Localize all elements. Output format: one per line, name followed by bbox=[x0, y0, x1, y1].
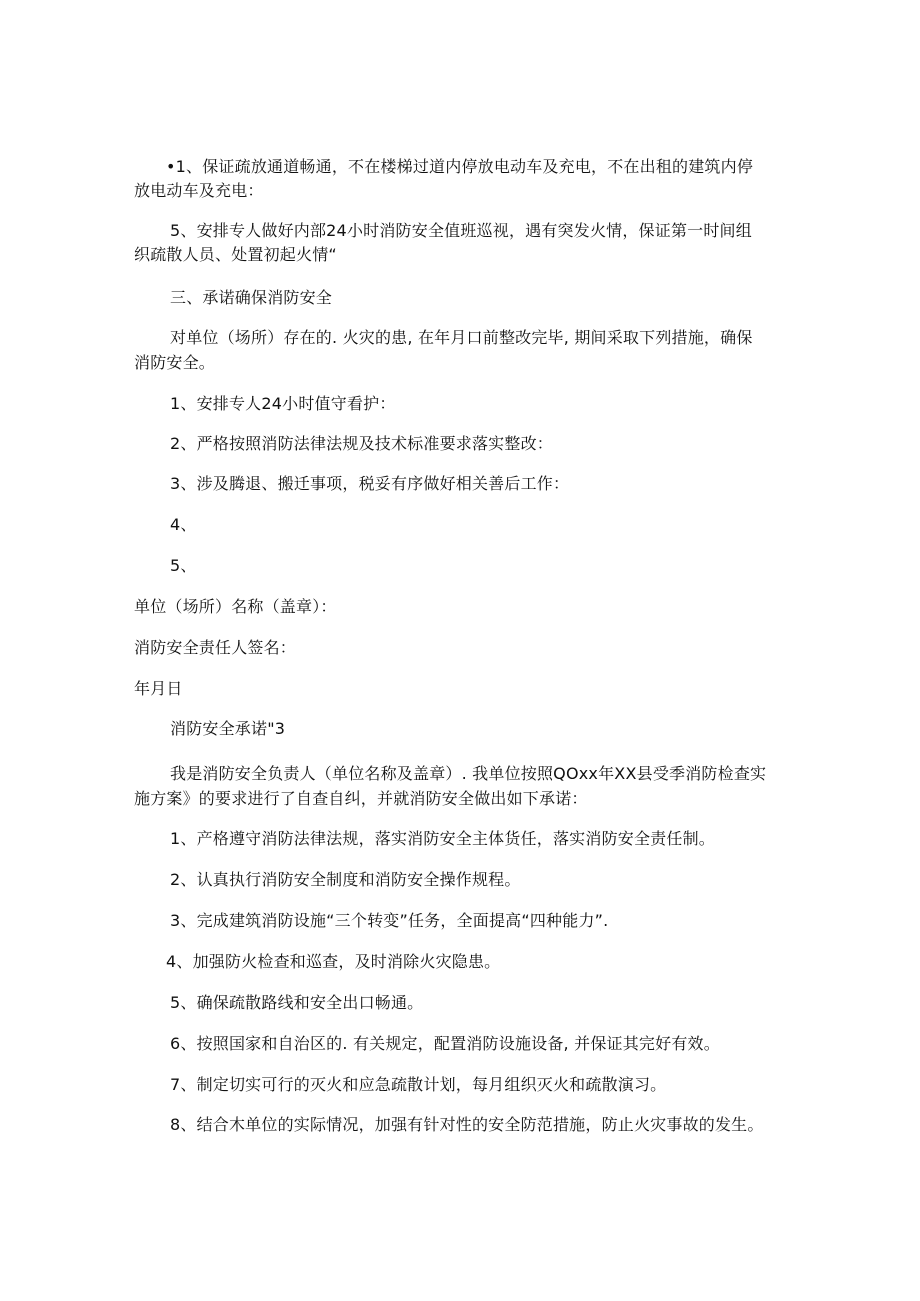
list-item: 3、涉及腾退、搬迁事项，税妥有序做好相关善后工作： bbox=[170, 474, 570, 493]
list-item: 5、确保疏散路线和安全出口畅通。 bbox=[170, 993, 424, 1012]
document-title: 消防安全承诺"3 bbox=[170, 719, 286, 738]
paragraph-item5-line2: 织疏散人员、处置初起火情“ bbox=[134, 245, 337, 264]
paragraph-commit-intro-line2: 施方案》的要求进行了自查自纠，并就消防安全做出如下承诺： bbox=[134, 789, 588, 808]
list-item: 1、安排专人24小时值守看护： bbox=[170, 394, 396, 413]
list-item: 3、完成建筑消防设施“三个转变”任务，全面提高“四种能力”. bbox=[170, 911, 609, 930]
person-sign-label: 消防安全责任人签名： bbox=[134, 638, 297, 657]
paragraph-item5-line1: 5、安排专人做好内部24小时消防安全值班巡视，遇有突发火情，保证第一时间组 bbox=[170, 221, 752, 240]
paragraph-commit-intro-line1: 我是消防安全负责人（单位名称及盖章）. 我单位按照QOxx年XX县受季消防检查实 bbox=[170, 764, 767, 783]
list-item: 2、认真执行消防安全制度和消防安全操作规程。 bbox=[170, 870, 521, 889]
list-item: 4、加强防火检查和巡查，及时消除火灾隐患。 bbox=[166, 952, 501, 971]
paragraph-intro-line2: 消防安全。 bbox=[134, 353, 216, 372]
paragraph-intro-line1: 对单位（场所）存在的. 火灾的患, 在年月口前整改完毕, 期间采取下列措施，确保 bbox=[170, 328, 753, 347]
list-item: 4、 bbox=[170, 515, 197, 534]
unit-name-label: 单位（场所）名称（盖章）： bbox=[134, 597, 337, 616]
section-heading: 三、承诺确保消防安全 bbox=[170, 288, 333, 307]
list-item: 7、制定切实可行的灭火和应急疏散计划，每月组织灭火和疏散演习。 bbox=[170, 1075, 667, 1094]
paragraph-item1-line2: 放电动车及充电： bbox=[134, 181, 264, 200]
list-item: 5、 bbox=[170, 556, 197, 575]
list-item: 1、产格遵守消防法律法规，落实消防安全主体货任，落实消防安全责任制。 bbox=[170, 829, 715, 848]
list-item: 2、严格按照消防法律法规及技术标准要求落实整改： bbox=[170, 434, 553, 453]
list-item: 8、结合木单位的实际情况，加强有针对性的安全防范措施，防止火灾事故的发生。 bbox=[170, 1115, 764, 1134]
date-label: 年月日 bbox=[134, 679, 183, 698]
paragraph-item1-line1: •1、保证疏放通道畅通，不在楼梯过道内停放电动车及充电，不在出租的建筑内停 bbox=[166, 157, 754, 176]
list-item: 6、按照国家和自治区的. 有关规定，配置消防设施设备, 并保证其完好有效。 bbox=[170, 1034, 720, 1053]
